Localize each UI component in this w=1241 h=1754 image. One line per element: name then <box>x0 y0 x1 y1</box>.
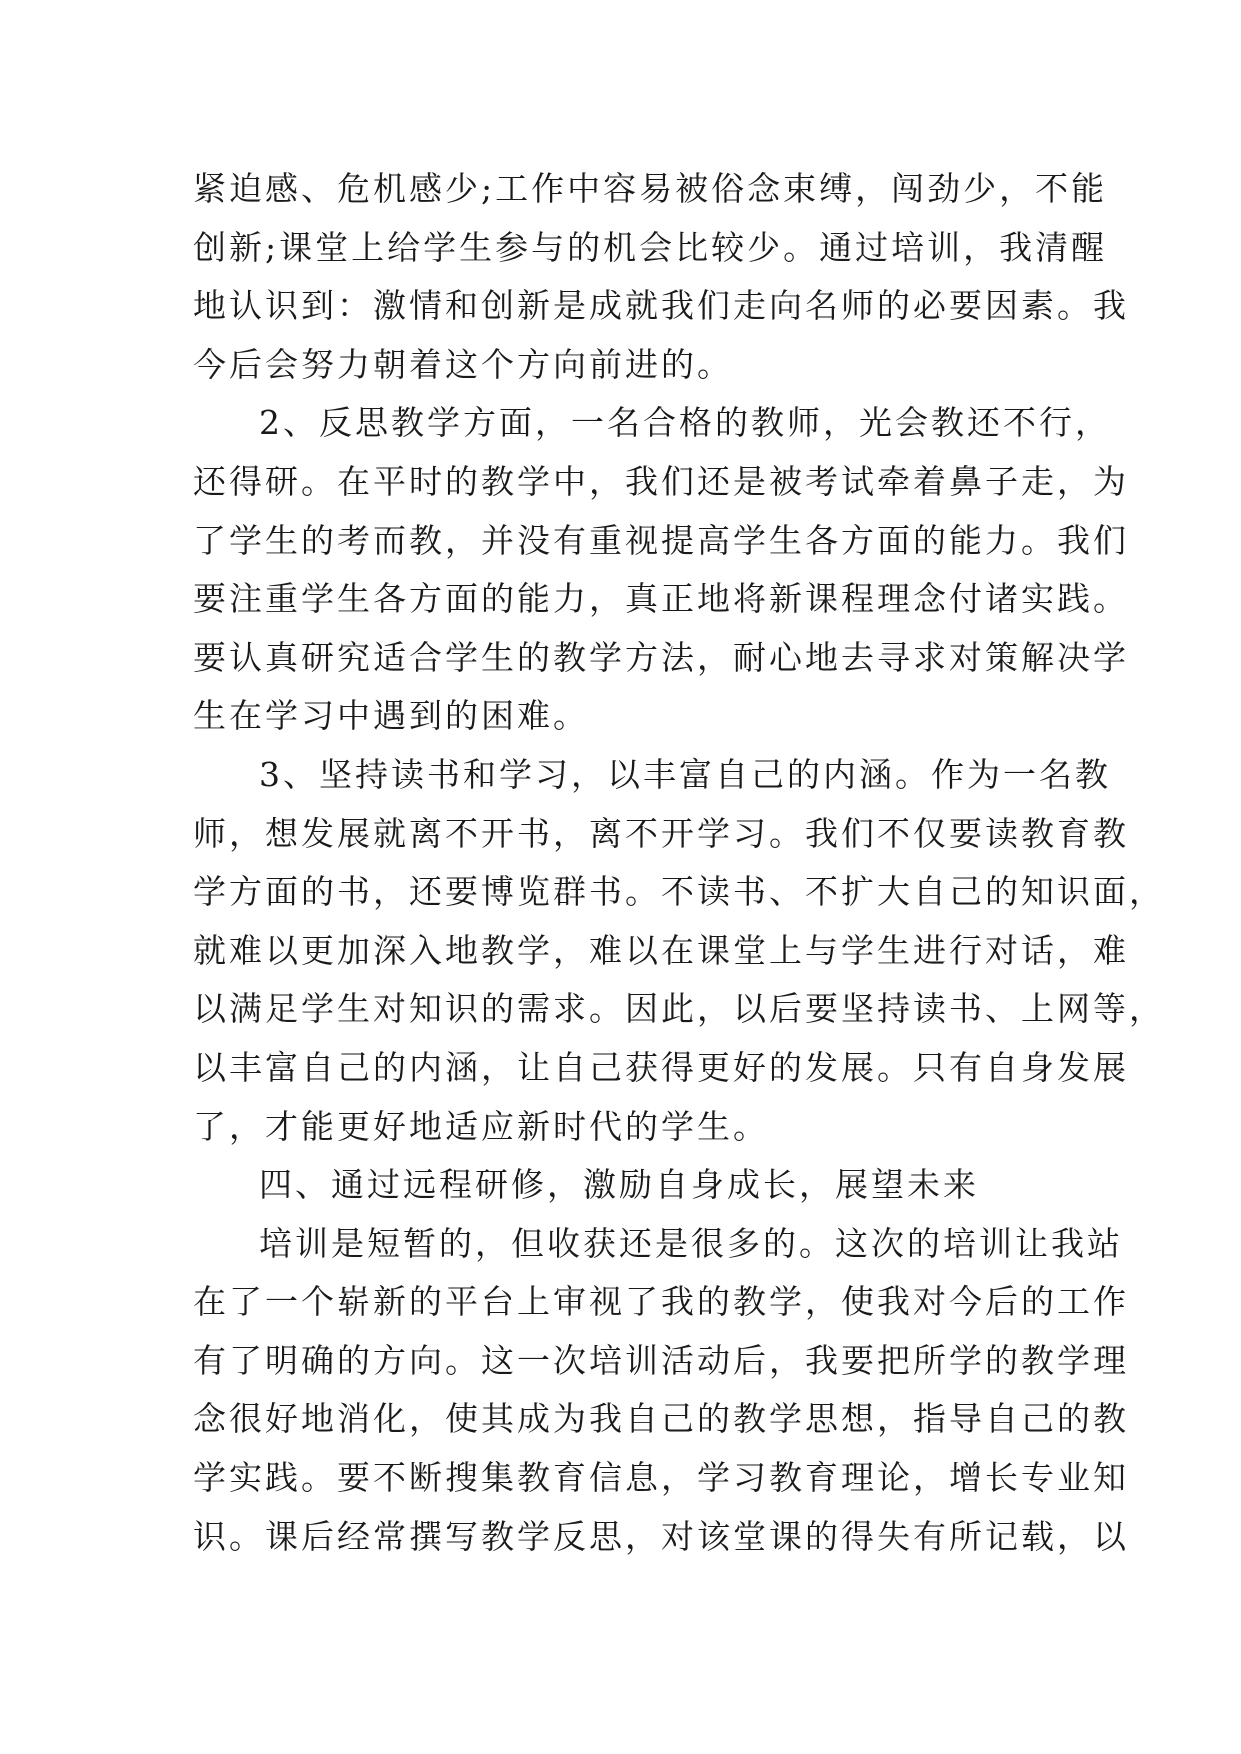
text-line: 以丰富自己的内涵，让自己获得更好的发展。只有自身发展 <box>193 1047 1129 1087</box>
text-line: 培训是短暂的，但收获还是很多的。这次的培训让我站 <box>259 1223 1123 1263</box>
text-line: 紧迫感、危机感少;工作中容易被俗念束缚，闯劲少，不能 <box>193 169 1108 208</box>
text-line: 四、通过远程研修，激励自身成长，展望未来 <box>259 1165 979 1205</box>
text-line: 2、反思教学方面，一名合格的教师，光会教还不行， <box>259 403 1111 443</box>
text-line: 创新;课堂上给学生参与的机会比较少。通过培训，我清醒 <box>193 227 1108 267</box>
text-line: 学实践。要不断搜集教育信息，学习教育理论，增长专业知 <box>193 1458 1129 1498</box>
text-line: 3、坚持读书和学习，以丰富自己的内涵。作为一名教 <box>259 754 1111 794</box>
text-line: 以满足学生对知识的需求。因此，以后要坚持读书、上网等， <box>193 989 1165 1029</box>
text-line: 学方面的书，还要博览群书。不读书、不扩大自己的知识面， <box>193 872 1165 912</box>
text-line: 还得研。在平时的教学中，我们还是被考试牵着鼻子走，为 <box>193 461 1129 501</box>
text-line: 有了明确的方向。这一次培训活动后，我要把所学的教学理 <box>193 1340 1129 1380</box>
text-line: 要注重学生各方面的能力，真正地将新课程理念付诸实践。 <box>193 579 1129 619</box>
text-line: 师，想发展就离不开书，离不开学习。我们不仅要读教育教 <box>193 813 1129 853</box>
text-line: 今后会努力朝着这个方向前进的。 <box>193 344 733 384</box>
text-line: 就难以更加深入地教学，难以在课堂上与学生进行对话，难 <box>193 930 1129 970</box>
text-line: 生在学习中遇到的困难。 <box>193 696 589 736</box>
text-line: 念很好地消化，使其成为我自己的教学思想，指导自己的教 <box>193 1399 1129 1439</box>
text-line: 识。课后经常撰写教学反思，对该堂课的得失有所记载，以 <box>193 1516 1129 1556</box>
text-line: 了，才能更好地适应新时代的学生。 <box>193 1106 769 1146</box>
text-line: 在了一个崭新的平台上审视了我的教学，使我对今后的工作 <box>193 1282 1129 1322</box>
text-line: 了学生的考而教，并没有重视提高学生各方面的能力。我们 <box>193 520 1129 560</box>
text-line: 地认识到：激情和创新是成就我们走向名师的必要因素。我 <box>193 286 1129 326</box>
body-text <box>193 160 1165 1566</box>
text-line: 要认真研究适合学生的教学方法，耐心地去寻求对策解决学 <box>193 637 1129 677</box>
